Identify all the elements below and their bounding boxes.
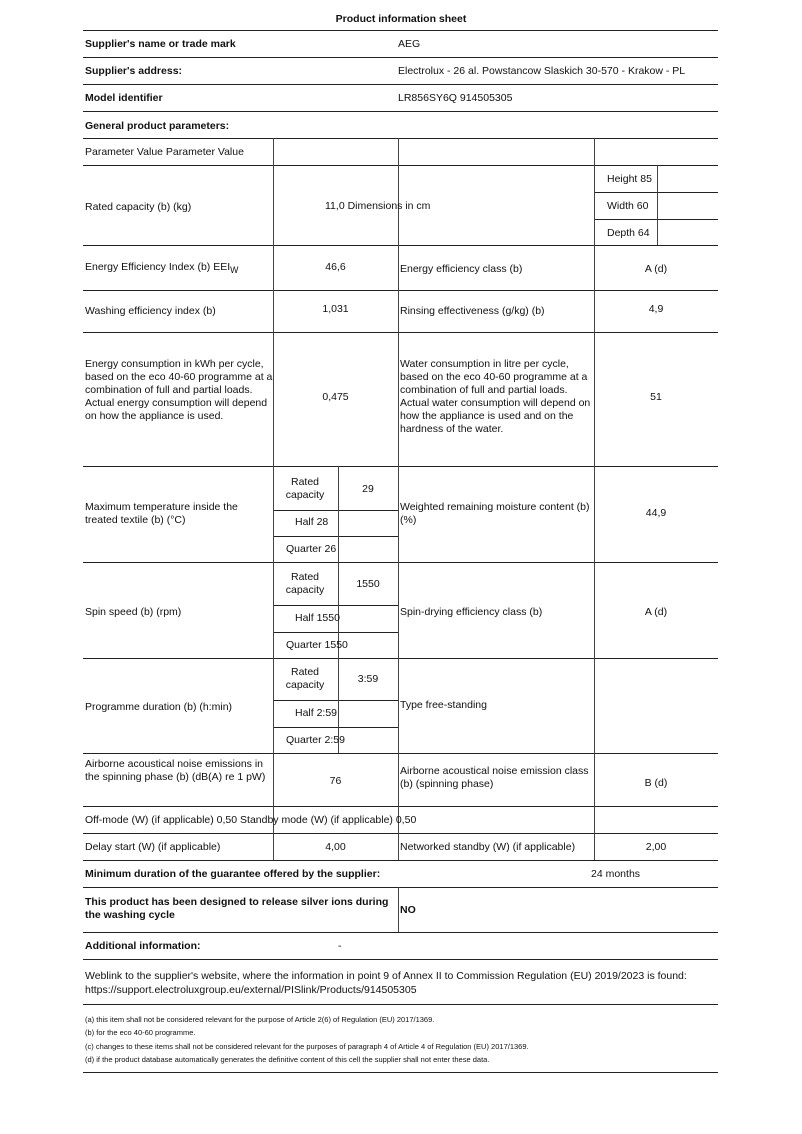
divider: [83, 84, 718, 85]
energy-consumption-label: Energy consumption in kWh per cycle, based on the eco 40-60 programme at a combination of full and partial loads. Actual energy consumption will depend on how the appliance is used.: [85, 358, 273, 422]
duration-rated-value: 3:59: [357, 673, 379, 685]
table-header: Parameter Value Parameter Value: [85, 146, 244, 158]
divider: [83, 245, 718, 246]
duration-rated-label: Rated capacity: [285, 666, 325, 691]
divider: [83, 1004, 718, 1005]
max-temperature-label: Maximum temperature inside the treated textile (b) (°C): [85, 501, 238, 526]
page-title: Product information sheet: [335, 13, 467, 25]
general-parameters-heading: General product parameters:: [85, 120, 230, 132]
networked-standby-label: Networked standby (W) (if applicable): [400, 841, 576, 853]
off-mode-standby: Off-mode (W) (if applicable) 0,50 Standby mode (W) (if applicable) 0,50: [85, 814, 417, 826]
guarantee-label: Minimum duration of the guarantee offered by the supplier:: [85, 868, 381, 880]
divider: [83, 658, 718, 659]
divider: [273, 632, 398, 633]
footnote-c: (c) changes to these items shall not be considered relevant for the purposes of paragraph 4 of Article 4 of Regulation (EU) 2017/1369.: [85, 1042, 529, 1051]
noise-label: Airborne acoustical noise emissions in the spinning phase (b) (dB(A) re 1 pW): [85, 758, 266, 783]
supplier-name: AEG: [398, 38, 421, 50]
width-value: Width 60: [607, 200, 649, 212]
divider: [273, 536, 398, 537]
spin-half: Half 1550: [295, 612, 340, 624]
washing-index-value: 1,031: [322, 303, 349, 315]
water-consumption-value: 51: [650, 391, 662, 403]
divider: [273, 700, 398, 701]
eei-subscript: W: [230, 265, 239, 276]
spin-class-value: A (d): [644, 606, 668, 618]
divider: [594, 219, 718, 220]
eei-value: 46,6: [325, 261, 346, 273]
supplier-name-label: Supplier's name or trade mark: [85, 38, 236, 50]
noise-value: 76: [329, 775, 342, 787]
spin-rated-value: 1550: [356, 578, 380, 590]
silver-ions-label: This product has been designed to release silver ions during the washing cycle: [85, 896, 389, 921]
divider: [83, 753, 718, 754]
model-label: Model identifier: [85, 92, 163, 104]
divider: [83, 833, 718, 834]
divider: [273, 727, 398, 728]
divider: [83, 959, 718, 960]
eei-label-text: Energy Efficiency Index (b) EEI: [85, 261, 231, 273]
rinsing-label: Rinsing effectiveness (g/kg) (b): [400, 305, 545, 317]
divider: [83, 332, 718, 333]
additional-info-label: Additional information:: [85, 940, 201, 952]
divider: [83, 290, 718, 291]
delay-start-label: Delay start (W) (if applicable): [85, 841, 221, 853]
duration-quarter: Quarter 2:59: [286, 734, 345, 746]
divider: [83, 57, 718, 58]
duration-label: Programme duration (b) (h:min): [85, 701, 233, 713]
moisture-value: 44,9: [645, 507, 667, 519]
divider: [83, 932, 718, 933]
noise-class-value: B (d): [644, 777, 668, 789]
divider: [657, 165, 658, 245]
divider: [83, 466, 718, 467]
divider: [398, 138, 399, 860]
divider: [83, 165, 718, 166]
divider: [594, 192, 718, 193]
divider: [83, 860, 718, 861]
divider: [83, 111, 718, 112]
height-value: Height 85: [607, 173, 652, 185]
rated-capacity-value: 11,0 Dimensions in cm: [325, 200, 431, 212]
delay-start-value: 4,00: [325, 841, 346, 853]
divider: [273, 138, 274, 860]
divider: [83, 887, 718, 888]
divider: [273, 510, 398, 511]
divider: [83, 30, 718, 31]
temp-rated-label: Rated capacity: [285, 476, 325, 501]
networked-standby-value: 2,00: [645, 841, 667, 853]
footnote-a: (a) this item shall not be considered relevant for the purpose of Article 2(6) of Regulation (EU) 2017/1369.: [85, 1015, 435, 1024]
supplier-address-label: Supplier's address:: [85, 65, 183, 77]
spin-class-label: Spin-drying efficiency class (b): [400, 606, 543, 618]
model-identifier: LR856SY6Q 914505305: [398, 92, 513, 104]
temp-half: Half 28: [295, 516, 329, 528]
weblink-text: Weblink to the supplier's website, where the information in point 9 of Annex II to Commission Regulation (EU) 2019/2023 is found: https://support.electroluxgroup.eu/external/PISlink/Products/914505305: [85, 970, 687, 996]
moisture-label: Weighted remaining moisture content (b) (%): [400, 501, 590, 526]
spin-rated-label: Rated capacity: [285, 571, 325, 596]
supplier-address: Electrolux - 26 al. Powstancow Slaskich 30-570 - Krakow - PL: [398, 65, 686, 77]
divider: [273, 605, 398, 606]
spin-quarter: Quarter 1550: [286, 639, 348, 651]
guarantee-value: 24 months: [591, 868, 641, 880]
temp-quarter: Quarter 26: [286, 543, 337, 555]
divider: [83, 562, 718, 563]
footnote-b: (b) for the eco 40-60 programme.: [85, 1028, 196, 1037]
divider: [83, 806, 718, 807]
eei-label: [85, 261, 238, 277]
silver-ions-value: NO: [400, 904, 416, 916]
divider: [83, 138, 718, 139]
water-consumption-label: Water consumption in litre per cycle, based on the eco 40-60 programme at a combination of full and partial loads. Actual water consumption will depend on how the appliance is used and on the hardness of the water.: [400, 358, 591, 435]
temp-rated-value: 29: [362, 483, 374, 495]
appliance-type: Type free-standing: [400, 699, 487, 711]
footnote-d: (d) if the product database automatically generates the definitive content of this cell the supplier shall not enter these data.: [85, 1055, 490, 1064]
duration-half: Half 2:59: [295, 707, 338, 719]
energy-class-label: Energy efficiency class (b): [400, 263, 523, 275]
spin-speed-label: Spin speed (b) (rpm): [85, 606, 182, 618]
divider: [338, 466, 339, 562]
energy-class-value: A (d): [644, 263, 668, 275]
noise-class-label: Airborne acoustical noise emission class (b) (spinning phase): [400, 765, 589, 790]
divider: [594, 138, 595, 860]
washing-index-label: Washing efficiency index (b): [85, 305, 216, 317]
energy-consumption-value: 0,475: [322, 391, 349, 403]
divider: [83, 1072, 718, 1073]
divider: [398, 887, 399, 932]
depth-value: Depth 64: [607, 227, 650, 239]
rinsing-value: 4,9: [648, 303, 664, 315]
rated-capacity-label: Rated capacity (b) (kg): [85, 201, 192, 213]
additional-info-value: -: [338, 940, 342, 952]
